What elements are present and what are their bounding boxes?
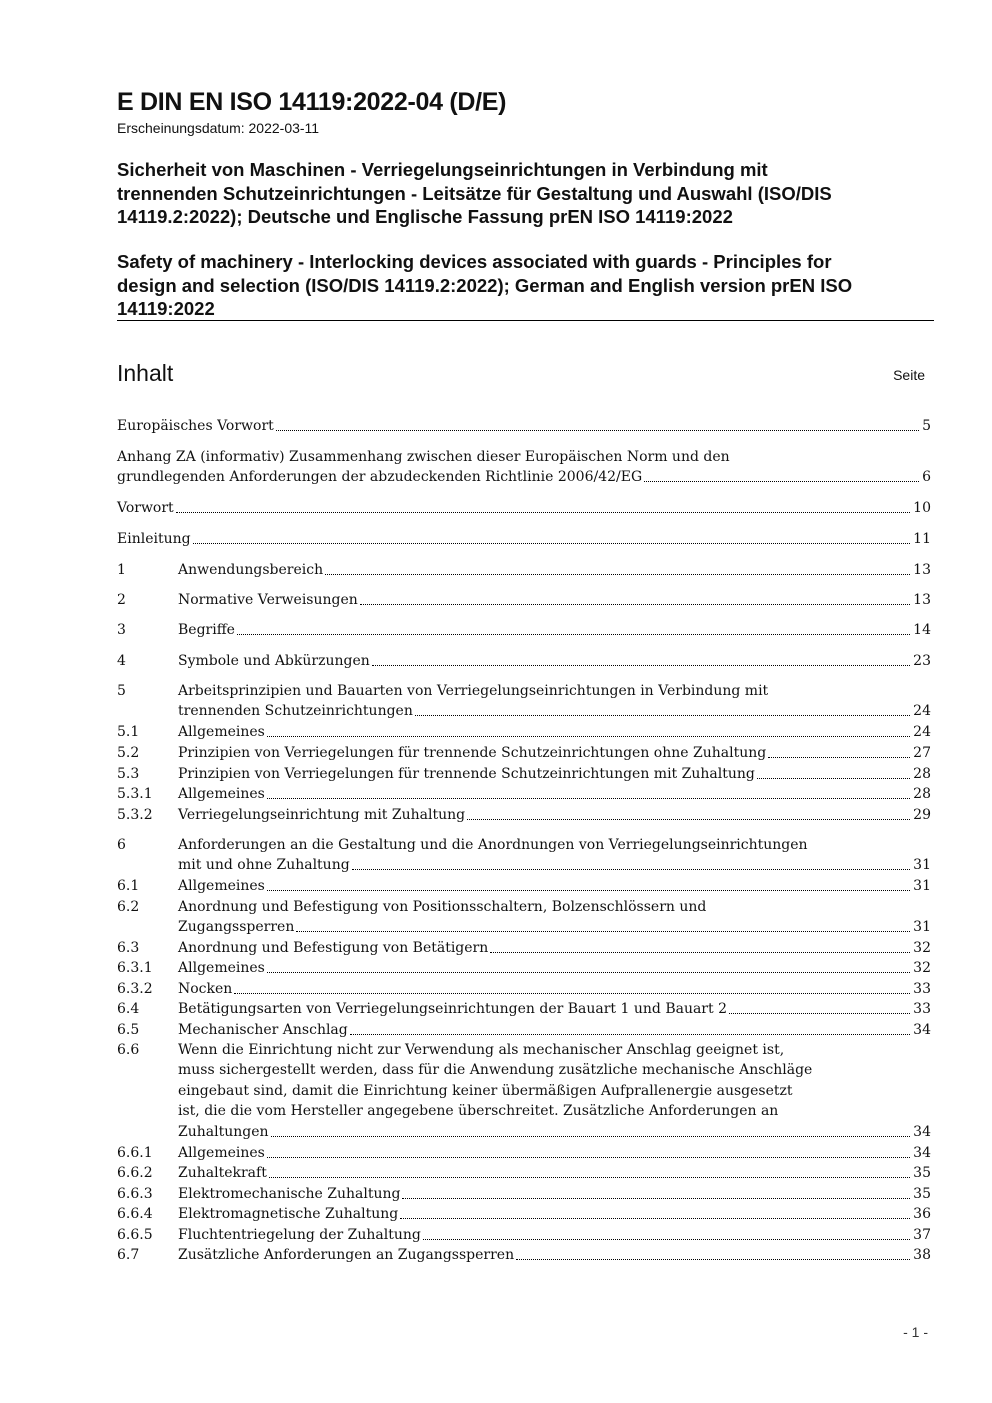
toc-entry-page: 35 <box>913 1186 931 1202</box>
toc-entry-page: 32 <box>913 940 931 956</box>
german-title-line: trennenden Schutzeinrichtungen - Leitsätze für Gestaltung und Auswahl (ISO/DIS <box>117 182 832 204</box>
toc-dot-leader <box>768 743 910 758</box>
toc-dot-leader <box>352 855 910 870</box>
toc-entry-page: 29 <box>913 807 931 823</box>
toc-entry-number: 3 <box>117 622 126 638</box>
toc-entry-page: 5 <box>922 418 931 434</box>
toc-entry-page: 10 <box>913 500 931 516</box>
toc-entry-page: 13 <box>913 562 931 578</box>
toc-dot-leader <box>234 979 910 994</box>
toc-dot-leader <box>271 1122 911 1137</box>
toc-entry-page: 32 <box>913 960 931 976</box>
toc-page-column-label: Seite <box>893 367 925 383</box>
toc-entry-title: Verriegelungseinrichtung mit Zuhaltung <box>178 807 466 823</box>
toc-entry-title: Allgemeines <box>178 1145 265 1161</box>
toc-dot-leader <box>372 651 910 666</box>
toc-entry-title: Zusätzliche Anforderungen an Zugangssperren <box>178 1247 515 1263</box>
toc-entry-title: Symbole und Abkürzungen <box>178 653 370 669</box>
toc-entry-number: 6.6.4 <box>117 1206 153 1222</box>
toc-entry-page: 24 <box>913 703 931 720</box>
toc-entry-number: 6.7 <box>117 1247 140 1263</box>
toc-entry-title: Zugangssperren <box>178 919 295 936</box>
toc-entry-title: Prinzipien von Verriegelungen für trennende Schutzeinrichtungen mit Zuhaltung <box>178 766 755 782</box>
toc-entry-number: 5.3.1 <box>117 786 153 802</box>
toc-entry-title: Anhang ZA (informativ) Zusammenhang zwischen dieser Europäischen Norm und den <box>117 449 730 465</box>
toc-entry-page: 33 <box>913 981 931 997</box>
german-title-line: 14119.2:2022); Deutsche und Englische Fassung prEN ISO 14119:2022 <box>117 206 733 227</box>
toc-entry-title: Anordnung und Befestigung von Positionsschaltern, Bolzenschlössern und <box>178 899 707 915</box>
toc-entry-title: Vorwort <box>117 500 174 516</box>
toc-entry-title: Mechanischer Anschlag <box>178 1022 348 1038</box>
toc-entry-title: Zuhaltekraft <box>178 1165 267 1181</box>
toc-entry-number: 2 <box>117 592 126 608</box>
toc-entry-number: 5.1 <box>117 724 140 740</box>
toc-entry-page: 24 <box>913 724 931 740</box>
toc-entry-page: 34 <box>913 1123 931 1140</box>
toc-entry-number: 6.3 <box>117 940 140 956</box>
toc-entry-page: 36 <box>913 1206 931 1222</box>
toc-entry-number: 6.3.2 <box>117 981 153 997</box>
toc-entry-title: Elektromagnetische Zuhaltung <box>178 1206 399 1222</box>
toc-entry-page: 37 <box>913 1227 931 1243</box>
toc-entry-page: 31 <box>913 857 931 874</box>
toc-entry-page: 11 <box>913 531 931 547</box>
toc-dot-leader <box>467 805 910 820</box>
toc-entry-title: Prinzipien von Verriegelungen für trennende Schutzeinrichtungen ohne Zuhaltung <box>178 745 767 761</box>
toc-entry-page: 31 <box>913 919 931 936</box>
toc-dot-leader <box>757 764 910 779</box>
toc-entry-page: 13 <box>913 592 931 608</box>
toc-dot-leader <box>267 722 910 737</box>
toc-entry-number: 6.6.2 <box>117 1165 153 1181</box>
toc-entry-page: 23 <box>913 653 931 669</box>
toc-dot-leader <box>193 529 911 544</box>
toc-entry-title: Anforderungen an die Gestaltung und die Anordnungen von Verriegelungseinrichtungen <box>178 837 808 853</box>
toc-entry-number: 6.3.1 <box>117 960 153 976</box>
toc-dot-leader <box>516 1245 910 1260</box>
document-title: E DIN EN ISO 14119:2022-04 (D/E) <box>117 88 507 116</box>
toc-entry-title: grundlegenden Anforderungen der abzudeckenden Richtlinie 2006/42/EG <box>117 469 643 486</box>
toc-entry-title: Zuhaltungen <box>178 1123 269 1140</box>
toc-entry-number: 4 <box>117 653 126 669</box>
toc-dot-leader <box>415 701 910 716</box>
toc-dot-leader <box>360 590 910 605</box>
toc-entry-title: mit und ohne Zuhaltung <box>178 857 350 874</box>
toc-entry-number: 6.4 <box>117 1001 140 1017</box>
toc-entry-number: 5.3.2 <box>117 807 153 823</box>
toc-entry-page: 34 <box>913 1145 931 1161</box>
toc-entry-page: 28 <box>913 786 931 802</box>
toc-dot-leader <box>269 1163 910 1178</box>
toc-dot-leader <box>267 958 910 973</box>
toc-entry-number: 6.6.1 <box>117 1145 153 1161</box>
toc-entry-number: 6.1 <box>117 878 140 894</box>
toc-dot-leader <box>267 784 910 799</box>
toc-entry-page: 31 <box>913 878 931 894</box>
toc-entry-title: Betätigungsarten von Verriegelungseinrichtungen der Bauart 1 und Bauart 2 <box>178 1001 727 1017</box>
toc-dot-leader <box>176 498 910 513</box>
toc-dot-leader <box>350 1020 910 1035</box>
toc-entry-title: eingebaut sind, damit die Einrichtung keiner übermäßigen Aufprallenergie ausgesetzt <box>178 1082 793 1099</box>
toc-dot-leader <box>729 999 910 1014</box>
toc-entry-number: 5.3 <box>117 766 140 782</box>
toc-dot-leader <box>402 1184 910 1199</box>
toc-entry-title: Elektromechanische Zuhaltung <box>178 1186 401 1202</box>
publication-date: Erscheinungsdatum: 2022-03-11 <box>117 120 320 136</box>
toc-dot-leader <box>276 416 919 431</box>
toc-dot-leader <box>267 876 910 891</box>
english-title-line: design and selection (ISO/DIS 14119.2:2022); German and English version prEN ISO <box>117 274 853 296</box>
toc-entry-number: 6.5 <box>117 1022 140 1038</box>
english-title-line: 14119:2022 <box>117 298 215 319</box>
toc-entry-number: 6 <box>117 837 126 853</box>
toc-dot-leader <box>644 467 919 482</box>
toc-entry-title: Fluchtentriegelung der Zuhaltung <box>178 1227 421 1243</box>
toc-dot-leader <box>267 1143 910 1158</box>
toc-entry-title: Begriffe <box>178 622 235 638</box>
toc-entry-page: 6 <box>922 469 931 486</box>
toc-entry-title: Allgemeines <box>178 960 265 976</box>
toc-entry-number: 5.2 <box>117 745 140 761</box>
toc-entry-title: Anwendungsbereich <box>178 562 324 578</box>
toc-dot-leader <box>237 620 910 635</box>
toc-entry-title: Normative Verweisungen <box>178 592 358 608</box>
toc-dot-leader <box>296 917 910 932</box>
toc-entry-title: Allgemeines <box>178 724 265 740</box>
toc-entry-number: 6.2 <box>117 899 140 915</box>
toc-entry-title: Allgemeines <box>178 786 265 802</box>
toc-entry-number: 6.6.3 <box>117 1186 153 1202</box>
toc-heading: Inhalt <box>117 360 174 386</box>
german-title-line: Sicherheit von Maschinen - Verriegelungseinrichtungen in Verbindung mit <box>117 159 768 180</box>
toc-entry-number: 6.6 <box>117 1042 140 1058</box>
toc-entry-number: 5 <box>117 683 126 699</box>
toc-entry-number: 6.6.5 <box>117 1227 153 1243</box>
toc-dot-leader <box>423 1225 910 1240</box>
toc-entry-title: Nocken <box>178 981 233 997</box>
toc-entry-title: Europäisches Vorwort <box>117 418 274 434</box>
english-title-line: Safety of machinery - Interlocking devices associated with guards - Principles for <box>117 251 832 272</box>
toc-entry-number: 1 <box>117 562 126 578</box>
toc-dot-leader <box>400 1204 910 1219</box>
toc-entry-title: Anordnung und Befestigung von Betätigern <box>178 940 489 956</box>
toc-entry-title: Allgemeines <box>178 878 265 894</box>
toc-entry-title: Arbeitsprinzipien und Bauarten von Verriegelungseinrichtungen in Verbindung mit <box>178 683 769 699</box>
toc-entry-page: 35 <box>913 1165 931 1181</box>
page-number: - 1 - <box>903 1324 928 1340</box>
toc-entry-page: 14 <box>913 622 931 638</box>
toc-entry-title: Einleitung <box>117 531 191 547</box>
toc-entry-page: 28 <box>913 766 931 782</box>
toc-entry-title: ist, die die vom Hersteller angegebene überschreitet. Zusätzliche Anforderungen an <box>178 1103 779 1120</box>
toc-entry-page: 27 <box>913 745 931 761</box>
table-of-contents <box>117 0 931 1300</box>
toc-entry-page: 34 <box>913 1022 931 1038</box>
toc-entry-page: 38 <box>913 1247 931 1263</box>
toc-entry-title: trennenden Schutzeinrichtungen <box>178 703 413 720</box>
toc-entry-title: muss sichergestellt werden, dass für die Anwendung zusätzliche mechanische Anschläge <box>178 1062 813 1079</box>
toc-entry-page: 33 <box>913 1001 931 1017</box>
toc-dot-leader <box>325 560 910 575</box>
toc-entry-title: Wenn die Einrichtung nicht zur Verwendung als mechanischer Anschlag geeignet ist, <box>178 1042 785 1058</box>
toc-dot-leader <box>490 938 910 953</box>
